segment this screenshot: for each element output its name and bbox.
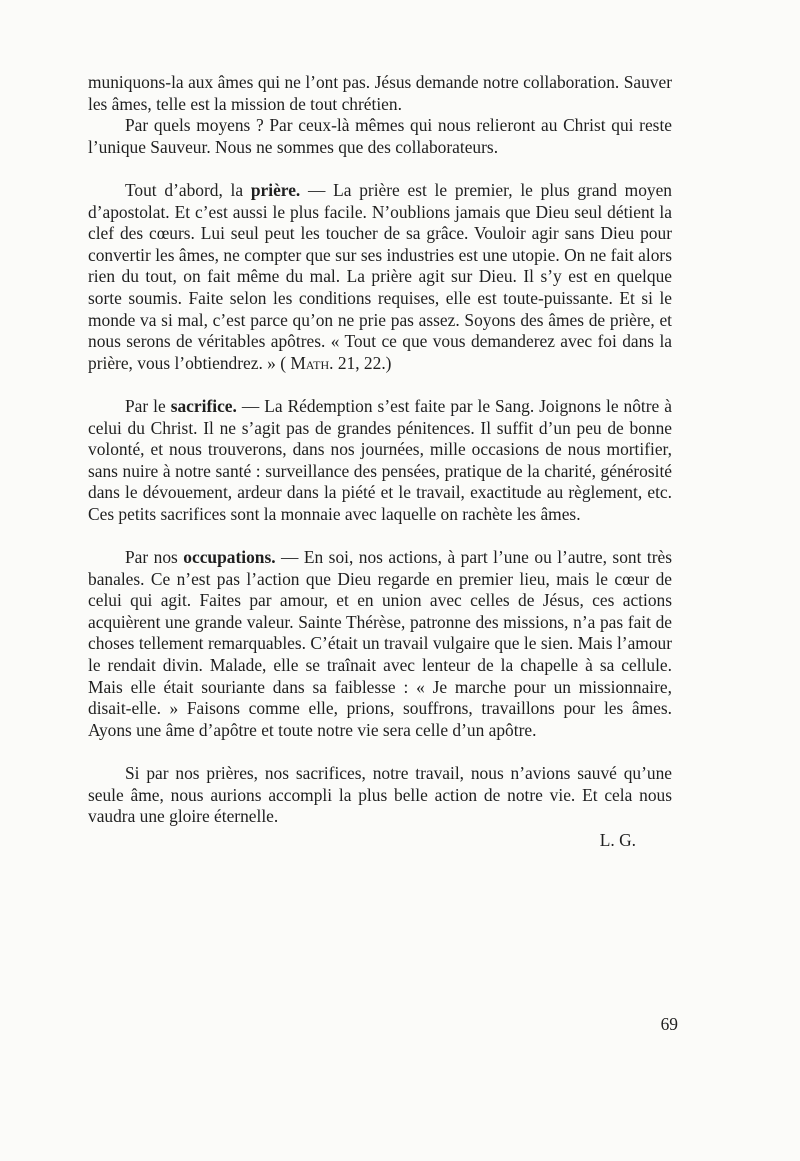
occupations-paragraph (88, 547, 672, 741)
occupations-lead: Par nos (125, 547, 184, 568)
author-signature: L. G. (599, 829, 636, 850)
article-body (88, 72, 672, 851)
occupations-keyword: occupations. (183, 547, 276, 568)
sacrifice-paragraph (88, 396, 672, 526)
priere-reference-book: Math. (290, 352, 334, 373)
occupations-body: — En soi, nos actions, à part l’une ou l’autre, sont très banales. Ce n’est pas l’action que Dieu regarde en premier lieu, mais le cœur de celui qui agit. Faites par amour, et en union avec celles de Jésus, ces actions acquièrent une grande valeur. Sainte Thérèse, patronne des missions, n’a pas fait de choses tellement remarquables. C’était un travail vulgaire que le sien. Mais l’amour le rendait divin. Malade, elle se traînait avec lenteur de la chapelle à sa cellule. Mais elle était souriante dans sa faiblesse : « Je marche pour un missionnaire, disait-elle. » Faisons comme elle, prions, souffrons, travaillons pour les âmes. Ayons une âme d’apôtre et toute notre vie sera celle d’un apôtre. (88, 547, 672, 740)
intro-paragraph-2: Par quels moyens ? Par ceux-là mêmes qui nous relieront au Christ qui reste l’unique Sauveur. Nous ne sommes que des collaborateurs. (88, 115, 672, 157)
page-number: 69 (660, 1014, 678, 1034)
sacrifice-keyword: sacrifice. (170, 395, 237, 416)
priere-body: — La prière est le premier, le plus grand moyen d’apostolat. Et c’est aussi le plus facile. N’oublions jamais que Dieu seul détient la clef des cœurs. Lui seul peut les toucher de sa grâce. Vouloir agir sans Dieu pour convertir les âmes, ne compter que sur ses industries est une utopie. On ne fait alors rien du tout, on fait même du mal. La prière agit sur Dieu. Il s’y est en quelque sorte soumis. Faite selon les conditions requises, elle est toute-puissante. Et si le monde va si mal, c’est parce qu’on ne prie pas assez. Soyons des âmes de prière, et nous serons de véritables apôtres. « Tout ce que vous demanderez avec foi dans la prière, vous l’obtiendrez. » ( (88, 179, 673, 373)
priere-reference-verse: 21, 22.) (333, 352, 392, 373)
priere-lead: Tout d’abord, la (125, 179, 251, 200)
sacrifice-body: — La Rédemption s’est faite par le Sang. Joignons le nôtre à celui du Christ. Il ne s’agit pas de grandes pénitences. Il suffit d’un peu de bonne volonté, et nous trouverons, dans nos journées, mille occasions de nous mortifier, sans nuire à notre santé : surveillance des pensées, pratique de la charité, générosité dans le dévouement, ardeur dans la piété et le travail, exactitude au règlement, etc. Ces petits sacrifices sont la monnaie avec laquelle on rachète les âmes. (88, 395, 672, 524)
conclusion-paragraph: Si par nos prières, nos sacrifices, notre travail, nous n’avions sauvé qu’une seule âme, nous aurions accompli la plus belle action de notre vie. Et cela nous vaudra une gloire éternelle. (88, 763, 672, 827)
sacrifice-lead: Par le (125, 395, 171, 416)
priere-keyword: prière. (250, 179, 301, 200)
priere-paragraph (88, 180, 672, 374)
intro-paragraph-1: muniquons-la aux âmes qui ne l’ont pas. Jésus demande notre collaboration. Sauver les âmes, telle est la mission de tout chrétien. (88, 72, 672, 114)
